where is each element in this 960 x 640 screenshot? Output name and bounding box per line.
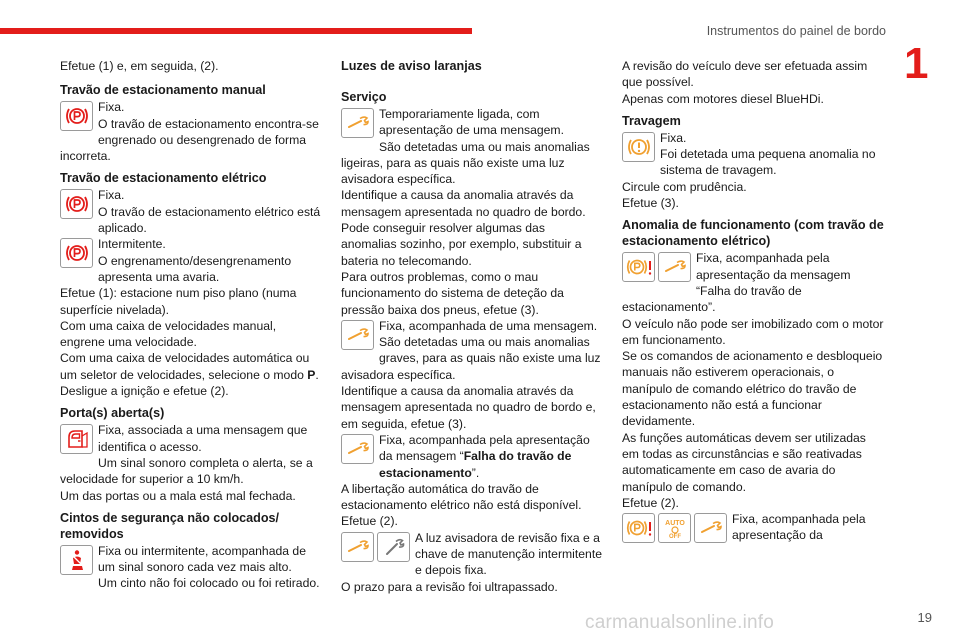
wrench-orange-icon [341, 532, 374, 562]
section-title-electric-brake: Travão de estacionamento elétrico [60, 171, 267, 186]
doors-line-3: Um das portas ou a mala está mal fechada. [60, 488, 296, 503]
wrench-orange-icon [341, 434, 374, 464]
intro-text: Efetue (1) e, em seguida, (2). [60, 59, 219, 73]
auto-gearbox-text: Com uma caixa de velocidades automática ou um seletor de velocidades, selecione o modo [60, 351, 310, 382]
service-3-line-1: A libertação automática do travão de estacionamento elétrico não está disponível. [341, 481, 582, 513]
electric-brake-a-line-2: O travão de estacionamento elétrico está aplicado. [98, 204, 321, 236]
electric-brake-a-line-1: Fixa. [98, 188, 125, 203]
section-title-service: Serviço [341, 90, 387, 104]
belts-entry [60, 543, 322, 592]
page-number: 19 [917, 610, 932, 625]
service-entry-1 [341, 106, 603, 318]
epb-fault-entry-b [622, 511, 884, 544]
service-4-line-1: A luz avisadora de revisão fixa e a chave de manutenção intermitente e depois fixa. [415, 530, 602, 578]
seatbelt-red-icon [60, 545, 93, 575]
auto-gearbox-end: . [315, 367, 319, 382]
door-open-red-icon [60, 424, 93, 454]
section-title-manual-brake: Travão de estacionamento manual [60, 83, 266, 98]
mode-p-label: P [307, 367, 316, 382]
electric-brake-b-line-4: Com uma caixa de velocidades manual, engrene uma velocidade. [60, 318, 277, 350]
service-cont-line-1: A revisão do veículo deve ser efetuada assim que possível. [622, 59, 868, 90]
wrench-orange-icon [341, 320, 374, 350]
parking-brake-red-icon [60, 238, 93, 268]
section-title-belts: Cintos de segurança não colocados/ removidos [60, 510, 280, 541]
service-1-line-3: Identifique a causa da anomalia através da mensagem apresentada no quadro de bordo. [341, 188, 586, 219]
parking-brake-fault-orange-icon [622, 513, 655, 543]
service-3-line-2: Efetue (2). [341, 514, 398, 529]
watermark: carmanualsonline.info [585, 612, 775, 633]
service-3-post: ”. [471, 465, 480, 480]
auto-label: AUTO [664, 520, 685, 528]
service-entry-2 [341, 318, 603, 432]
service-cont-line-2: Apenas com motores diesel BlueHDi. [622, 91, 824, 106]
epb-fault-entry-a [622, 250, 884, 511]
wrench-orange-icon [694, 513, 727, 543]
electric-brake-b-auto [60, 350, 322, 383]
braking-entry [622, 130, 884, 211]
electric-brake-b-line-3: Efetue (1): estacione num piso plano (numa superfície nivelada). [60, 286, 297, 317]
header-accent-bar [0, 28, 472, 34]
parking-brake-fault-orange-icon [622, 252, 655, 282]
electric-brake-entry-a [60, 187, 322, 236]
braking-line-1: Fixa. [660, 130, 687, 145]
service-1-line-4: Pode conseguir resolver algumas das anomalias sozinho, por exemplo, substituir a bateria no telecomando. [341, 221, 582, 268]
manual-brake-entry [60, 99, 322, 164]
service-1-line-1: Temporariamente ligada, com apresentação de uma mensagem. [379, 107, 564, 138]
parking-brake-red-icon [60, 101, 93, 131]
wrench-orange-icon [658, 252, 691, 282]
belts-line-2: Um cinto não foi colocado ou foi retirado. [98, 576, 320, 591]
epb-a-line-2: O veículo não pode ser imobilizado com o motor em funcionamento. [622, 316, 884, 347]
off-label: OFF [668, 534, 681, 540]
column-1 [60, 58, 322, 592]
brake-warning-orange-icon [622, 132, 655, 162]
service-entry-4 [341, 530, 603, 595]
service-1-line-5: Para outros problemas, como o mau funcionamento do sistema de deteção da pressão baixa dos pneus, efetue (3). [341, 269, 564, 317]
epb-a-line-4: As funções automáticas devem ser utilizadas em todas as circunstâncias e são reativadas automaticamente em caso de avaria do manípulo de comando. [622, 430, 866, 494]
electric-brake-entry-b [60, 236, 322, 399]
electric-brake-b-line-1: Intermitente. [98, 237, 166, 252]
epb-a-line-1: Fixa, acompanhada pela apresentação da mensagem “Falha do travão de estacionamento”. [622, 251, 851, 315]
doors-line-1: Fixa, associada a uma mensagem que identifica o acesso. [98, 423, 308, 454]
parking-brake-red-icon [60, 189, 93, 219]
service-entry-3 [341, 432, 603, 530]
column-2 [341, 58, 603, 595]
section-title-doors: Porta(s) aberta(s) [60, 406, 165, 421]
service-2-line-2: São detetadas uma ou mais anomalias graves, para as quais não existe uma luz avisadora específica. [341, 335, 601, 382]
braking-line-4: Efetue (3). [622, 196, 679, 211]
doors-line-2: Um sinal sonoro completa o alerta, se a velocidade for superior a 10 km/h. [60, 455, 313, 487]
doors-entry [60, 422, 322, 503]
section-title-orange-warnings: Luzes de aviso laranjas [341, 59, 482, 73]
manual-brake-line-1: Fixa. [98, 100, 125, 115]
auto-off-orange-icon [658, 513, 691, 543]
braking-line-2: Foi detetada uma pequena anomalia no sistema de travagem. [660, 147, 876, 178]
electric-brake-b-last: Desligue a ignição e efetue (2). [60, 384, 229, 399]
electric-brake-b-line-2: O engrenamento/desengrenamento apresenta uma avaria. [98, 253, 292, 284]
page-header-title: Instrumentos do painel de bordo [706, 24, 886, 38]
service-1-line-2: São detetadas uma ou mais anomalias ligeiras, para as quais não existe uma luz avisadora específica. [341, 139, 590, 187]
epb-a-line-5: Efetue (2). [622, 495, 679, 510]
brake-fault-message: Falha do travão de estacionamento [379, 449, 572, 480]
service-3-message [341, 432, 603, 481]
epb-a-line-3: Se os comandos de acionamento e desbloqueio manuais não estiverem operacionais, o manípulo de comando elétrico do travão de estacionamento não está a funcionar devidamente. [622, 349, 883, 429]
section-title-braking: Travagem [622, 113, 681, 128]
chapter-number: 1 [904, 39, 929, 88]
belts-line-1: Fixa ou intermitente, acompanhada de um sinal sonoro cada vez mais alto. [98, 543, 306, 575]
braking-line-3: Circule com prudência. [622, 179, 747, 194]
column-3 [622, 58, 884, 544]
manual-brake-line-2: O travão de estacionamento encontra-se engrenado ou desengrenado de forma incorreta. [60, 116, 319, 164]
service-3-pre: Fixa, acompanhada pela apresentação da mensagem “ [379, 432, 590, 464]
wrench-grey-icon [377, 532, 410, 562]
service-2-line-3: Identifique a causa da anomalia através da mensagem apresentada no quadro de bordo e, em seguida, efetue (3). [341, 384, 596, 431]
epb-b-line-1: Fixa, acompanhada pela apresentação da [732, 512, 866, 543]
service-4-line-2: O prazo para a revisão foi ultrapassado. [341, 579, 558, 594]
service-2-line-1: Fixa, acompanhada de uma mensagem. [379, 318, 598, 333]
wrench-orange-icon [341, 108, 374, 138]
section-title-epb-fault: Anomalia de funcionamento (com travão de estacionamento elétrico) [622, 218, 884, 249]
